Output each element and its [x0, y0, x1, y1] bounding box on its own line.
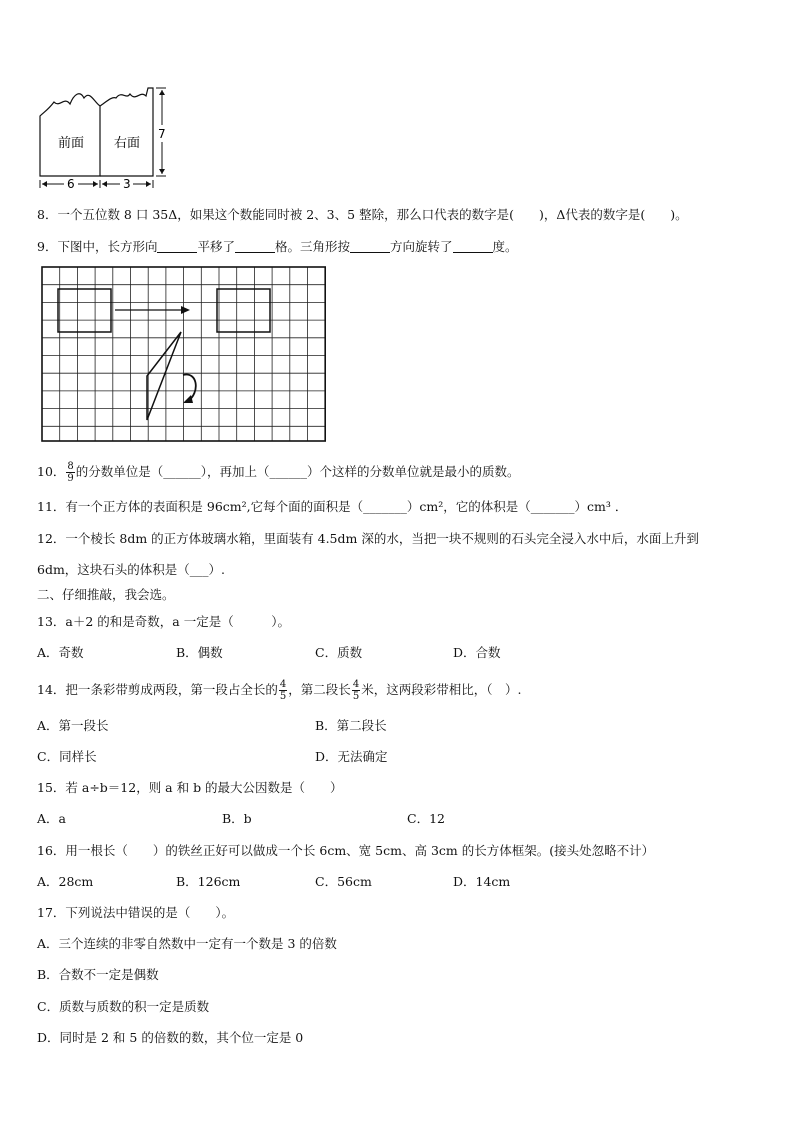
question-13: 13．a＋2 的和是奇数，a 一定是（ ）。 — [37, 614, 290, 629]
question-8: 8．一个五位数 8 口 35Δ，如果这个数能同时被 2、3、5 整除，那么口代表的数字是( )，Δ代表的数字是( )。 — [37, 207, 688, 222]
q15-option-a[interactable]: A．a — [37, 811, 66, 826]
q14-option-b[interactable]: B．第二段长 — [315, 718, 387, 733]
question-14: 14．把一条彩带剪成两段，第一段占全长的 $\frac{4}{5}$ ，第二段长 $\frac{4}{5}$ 米，这两段彩带相比，（ ）. — [37, 679, 522, 702]
translation-rotation-grid — [40, 265, 330, 445]
q15-option-c[interactable]: C．12 — [407, 811, 445, 826]
q16-option-c[interactable]: C．56cm — [315, 874, 372, 889]
q13-option-b[interactable]: B．偶数 — [176, 645, 223, 660]
fraction-8-9: $\frac{8}{9}$ — [67, 461, 74, 484]
right-width-label: 3 — [123, 177, 131, 190]
q17-option-b[interactable]: B．合数不一定是偶数 — [37, 967, 159, 982]
translation-arrowhead — [181, 306, 190, 314]
front-width-label: 6 — [67, 177, 75, 190]
question-9: 9．下图中，长方形向 平移了 格。三角形按 方向旋转了 度。 — [37, 239, 518, 254]
triangle — [147, 332, 181, 420]
q9-blank-4[interactable] — [453, 238, 493, 253]
question-16: 16．用一根长（ ）的铁丝正好可以做成一个长 6cm、宽 5cm、高 3cm 的长方体框架。(接头处忽略不计） — [37, 843, 655, 858]
q17-option-a[interactable]: A．三个连续的非零自然数中一定有一个数是 3 的倍数 — [37, 936, 337, 951]
front-face-label: 前面 — [58, 136, 85, 151]
rectangle-moved — [217, 289, 270, 332]
q17-option-c[interactable]: C．质数与质数的积一定是质数 — [37, 999, 210, 1014]
front-face-outline — [40, 94, 100, 176]
rectangle-original — [58, 289, 111, 332]
q14-option-c[interactable]: C．同样长 — [37, 749, 97, 764]
q14-option-d[interactable]: D．无法确定 — [315, 749, 388, 764]
question-17: 17．下列说法中错误的是（ ）。 — [37, 905, 235, 920]
fraction-4-5-b: $\frac{4}{5}$ — [352, 679, 360, 702]
q14-option-a[interactable]: A．第一段长 — [37, 718, 109, 733]
q13-option-c[interactable]: C．质数 — [315, 645, 363, 660]
question-12-line-2: 6dm，这块石头的体积是（___）. — [37, 562, 226, 577]
q16-option-a[interactable]: A．28cm — [37, 874, 94, 889]
question-15: 15．若 a÷b＝12，则 a 和 b 的最大公因数是（ ） — [37, 780, 343, 795]
q9-blank-1[interactable] — [157, 238, 197, 253]
question-11: 11．有一个正方体的表面积是 96cm²,它每个面的面积是（_______）cm²，它的体积是（_______）cm³ ． — [37, 499, 628, 514]
height-label: 7 — [158, 127, 166, 141]
q13-option-d[interactable]: D．合数 — [453, 645, 501, 660]
q13-option-a[interactable]: A．奇数 — [37, 645, 84, 660]
q16-option-d[interactable]: D．14cm — [453, 874, 511, 889]
q15-option-b[interactable]: B．b — [222, 811, 252, 826]
right-face-label: 右面 — [114, 136, 141, 151]
q16-option-b[interactable]: B．126cm — [176, 874, 241, 889]
right-face-outline — [100, 88, 153, 176]
q9-blank-2[interactable] — [235, 238, 275, 253]
q9-blank-3[interactable] — [350, 238, 390, 253]
question-12-line-1: 12．一个棱长 8dm 的正方体玻璃水箱，里面装有 4.5dm 深的水，当把一块不规则的石头完全浸入水中后，水面上升到 — [37, 531, 699, 546]
question-10: 10． $\frac{8}{9}$ 的分数单位是（______），再加上（______）个这样的分数单位就是最小的质数。 — [37, 461, 520, 484]
prism-face-figure — [36, 80, 176, 190]
fraction-4-5-a: $\frac{4}{5}$ — [279, 679, 287, 702]
rotation-arrowhead — [183, 395, 193, 403]
grid-lines — [42, 267, 325, 441]
section-heading-choice: 二、仔细推敲，我会选。 — [37, 587, 175, 602]
q17-option-d[interactable]: D．同时是 2 和 5 的倍数的数，其个位一定是 0 — [37, 1030, 304, 1045]
